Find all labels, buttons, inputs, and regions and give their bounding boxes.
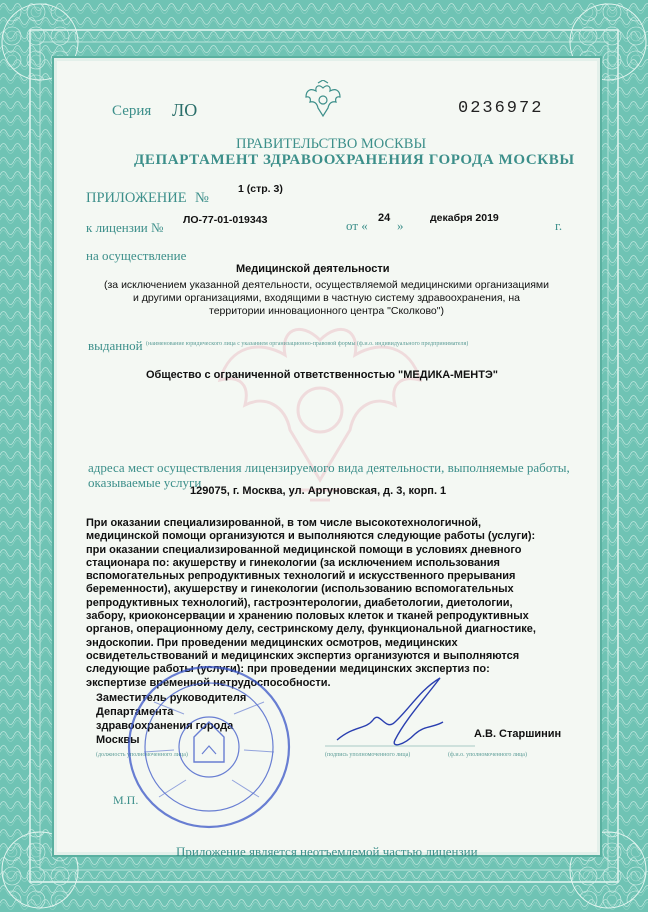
activity-detail (85, 279, 568, 318)
position-hint: (должность уполномоченного лица) (96, 752, 188, 758)
works-line: вспомогательных репродуктивных технологий и искусственного прерывания (86, 570, 516, 583)
works-line: При оказании специализированной, в том числе высокотехнологичной, (86, 517, 482, 529)
date-month-year: декабря 2019 (430, 212, 499, 224)
license-label: к лицензии № (86, 220, 164, 235)
signatory-name: А.В. Старшинин (474, 728, 562, 740)
works-line: экспертизе временной нетрудоспособности. (86, 676, 331, 689)
annex-no-sign: № (195, 190, 209, 206)
works-line: эндоскопии. При проведении медицинских осмотров, медицинских (86, 636, 458, 649)
works-line: репродуктивных технологий), гастроэнтерологии, диабетологии, диетологии, (86, 596, 513, 609)
date-from-label: от « (346, 218, 368, 233)
works-line: медицинской помощи организуются и выполняются следующие работы (услуги): (86, 530, 536, 543)
purpose-label: на осуществление (86, 248, 187, 263)
coat-of-arms-icon (303, 80, 343, 122)
works-line: беременности), акушерству и гинекологии (использованию вспомогательных (86, 583, 514, 596)
address-label-line: адреса мест осуществления лицензируемого вида деятельности, выполняемые работы, (88, 460, 570, 475)
form-number: 0236972 (458, 99, 544, 118)
signatory-title-line: здравоохранения города (96, 720, 234, 732)
works-line: при оказании специализированной медицинской помощи в условиях дневного (86, 543, 522, 556)
license-number: ЛО-77-01-019343 (183, 214, 268, 226)
annex-number: 1 (стр. 3) (238, 183, 283, 195)
signatory-title-line: Заместитель руководителя (96, 692, 247, 704)
series-value: ЛО (172, 100, 198, 120)
works-line: забору, криоконсервации и хранению половых клеток и тканей репродуктивных (86, 610, 529, 623)
issued-hint: (наименование юридического лица с указанием организационно-правовой формы (ф.и.о. индивидуального предпринимателя) (146, 341, 469, 347)
activity-detail-line: территории инновационного центра "Сколково") (209, 305, 444, 317)
works-line: освидетельствований и медицинских экспертиз организуются и выполняются (86, 649, 520, 662)
date-day: 24 (378, 212, 391, 224)
annex-label: ПРИЛОЖЕНИЕ (86, 190, 187, 206)
name-hint: (ф.и.о. уполномоченного лица) (448, 752, 527, 758)
activity-detail-line: и другими организациями, входящими в частную систему здравоохранения, на (132, 292, 521, 304)
signature-hint: (подпись уполномоченного лица) (325, 752, 411, 758)
address-value: 129075, г. Москва, ул. Аргуновская, д. 3, корп. 1 (190, 485, 447, 497)
activity-title: Медицинской деятельности (236, 263, 390, 275)
organization-name: Общество с ограниченной ответственностью "МЕДИКА-МЕНТЭ" (146, 369, 499, 381)
date-year-suffix: г. (555, 218, 563, 233)
stamp-place-label: М.П. (113, 793, 139, 807)
works-line: органов, операционному делу, сестринскому делу, функциональной диагностике, (86, 623, 536, 636)
handwritten-signature-icon (325, 670, 475, 760)
series-label: Серия (112, 103, 152, 119)
address-label-line: оказываемые услуги (88, 475, 202, 490)
works-line: стационара по: акушерству и гинекологии (за исключением использования (86, 556, 500, 569)
department-title: ДЕПАРТАМЕНТ ЗДРАВООХРАНЕНИЯ ГОРОДА МОСКВЫ (134, 152, 575, 168)
issued-label: выданной (88, 338, 143, 353)
footer-note: Приложение является неотъемлемой частью лицензии (176, 844, 478, 859)
government-title: ПРАВИТЕЛЬСТВО МОСКВЫ (236, 136, 427, 152)
official-seal-icon (124, 662, 294, 832)
date-day-close: » (397, 218, 404, 233)
activity-detail-line: (за исключением указанной деятельности, осуществляемой медицинскими организациями (104, 279, 549, 291)
signatory-title-line: Москвы (96, 734, 140, 746)
works-line: следующие работы (услуги): при проведении медицинских экспертиз по: (86, 663, 490, 676)
signatory-title-line: Департамента (96, 706, 174, 718)
